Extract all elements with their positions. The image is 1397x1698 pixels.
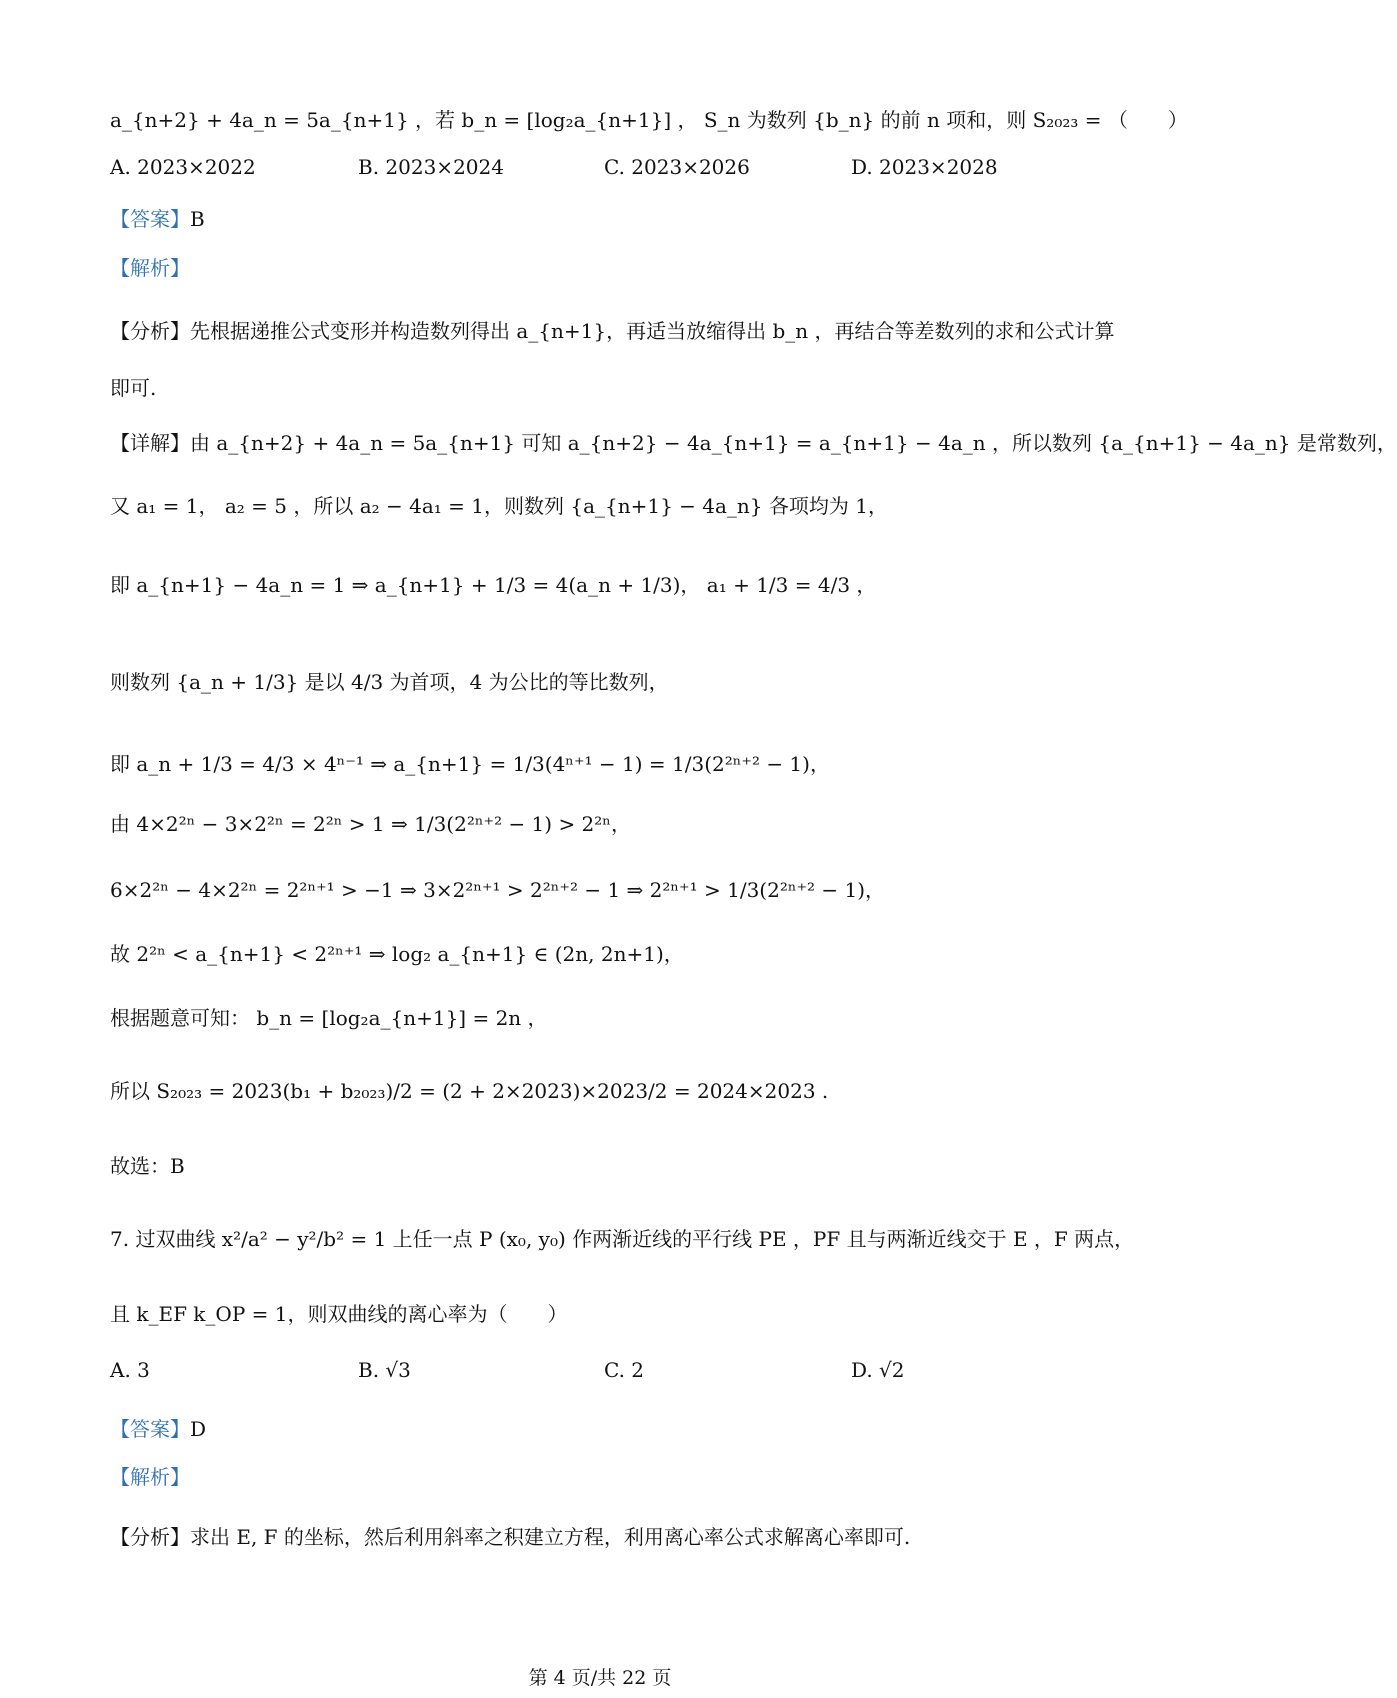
q6-step-5: 即 a_n + 1/3 = 4/3 × 4ⁿ⁻¹ ⇒ a_{n+1} = 1/3(4ⁿ⁺¹ − 1) = 1/3(2²ⁿ⁺² − 1)， (110, 752, 830, 776)
q6-step-10: 所以 S₂₀₂₃ = 2023(b₁ + b₂₀₂₃)/2 = (2 + 2×2023)×2023/2 = 2024×2023 . (110, 1079, 829, 1103)
q7-fenxi: 【分析】求出 E, F 的坐标，然后利用斜率之积建立方程，利用离心率公式求解离心率即可. (110, 1525, 911, 1549)
q6-choice: 故选：B (110, 1154, 185, 1178)
q6-step-7: 6×2²ⁿ − 4×2²ⁿ = 2²ⁿ⁺¹ > −1 ⇒ 3×2²ⁿ⁺¹ > 2²ⁿ⁺² − 1 ⇒ 2²ⁿ⁺¹ > 1/3(2²ⁿ⁺² − 1)， (110, 878, 886, 902)
q6-option-a: A. 2023×2022 (110, 155, 256, 179)
q6-option-b: B. 2023×2024 (358, 155, 504, 179)
q6-option-d: D. 2023×2028 (851, 155, 998, 179)
answer-tag: 【答案】 (110, 207, 190, 231)
q6-step-9: 根据题意可知： b_n = [log₂a_{n+1}] = 2n ， (110, 1006, 548, 1030)
q6-fenxi-cont: 即可. (110, 376, 157, 400)
q7-option-b: B. √3 (358, 1358, 411, 1382)
q6-fenxi: 【分析】先根据递推公式变形并构造数列得出 a_{n+1}，再适当放缩得出 b_n ，再结合等差数列的求和公式计算 (110, 319, 1115, 343)
q6-answer (110, 203, 205, 232)
q6-step-2: 又 a₁ = 1， a₂ = 5 ，所以 a₂ − 4a₁ = 1，则数列 {a_{n+1} − 4a_n} 各项均为 1， (110, 494, 888, 518)
answer-value: D (190, 1417, 207, 1441)
q6-stem: a_{n+2} + 4a_n = 5a_{n+1} ，若 b_n = [log₂a_{n+1}] ， S_n 为数列 {b_n} 的前 n 项和，则 S₂₀₂₃ = （ ） (110, 108, 1188, 132)
q6-step-4: 则数列 {a_n + 1/3} 是以 4/3 为首项，4 为公比的等比数列， (110, 670, 669, 694)
q7-option-a: A. 3 (110, 1358, 150, 1382)
q7-analysis-tag: 【解析】 (110, 1465, 190, 1489)
q6-step-6: 由 4×2²ⁿ − 3×2²ⁿ = 2²ⁿ > 1 ⇒ 1/3(2²ⁿ⁺² − 1) > 2²ⁿ， (110, 812, 631, 836)
q7-answer (110, 1413, 206, 1442)
q7-stem-cont: 且 k_EF k_OP = 1，则双曲线的离心率为（ ） (110, 1302, 568, 1326)
q6-step-1: 【详解】由 a_{n+2} + 4a_n = 5a_{n+1} 可知 a_{n+2} − 4a_{n+1} = a_{n+1} − 4a_n ，所以数列 {a_{n+1} − 4a_n} 是常数列， (110, 431, 1397, 455)
q7-stem: 7. 过双曲线 x²/a² − y²/b² = 1 上任一点 P (x₀, y₀) 作两渐近线的平行线 PE ，PF 且与两渐近线交于 E ，F 两点， (110, 1227, 1135, 1251)
q6-step-8: 故 2²ⁿ < a_{n+1} < 2²ⁿ⁺¹ ⇒ log₂ a_{n+1} ∈ (2n, 2n+1)， (110, 942, 684, 966)
answer-tag: 【答案】 (110, 1417, 190, 1441)
q7-option-d: D. √2 (851, 1358, 905, 1382)
q6-option-c: C. 2023×2026 (604, 155, 750, 179)
q6-analysis-tag: 【解析】 (110, 256, 190, 280)
page-footer: 第 4 页/共 22 页 (528, 1667, 672, 1689)
q7-option-c: C. 2 (604, 1358, 645, 1382)
answer-value: B (190, 207, 205, 231)
q6-step-3: 即 a_{n+1} − 4a_n = 1 ⇒ a_{n+1} + 1/3 = 4(a_n + 1/3)， a₁ + 1/3 = 4/3 ， (110, 573, 877, 597)
